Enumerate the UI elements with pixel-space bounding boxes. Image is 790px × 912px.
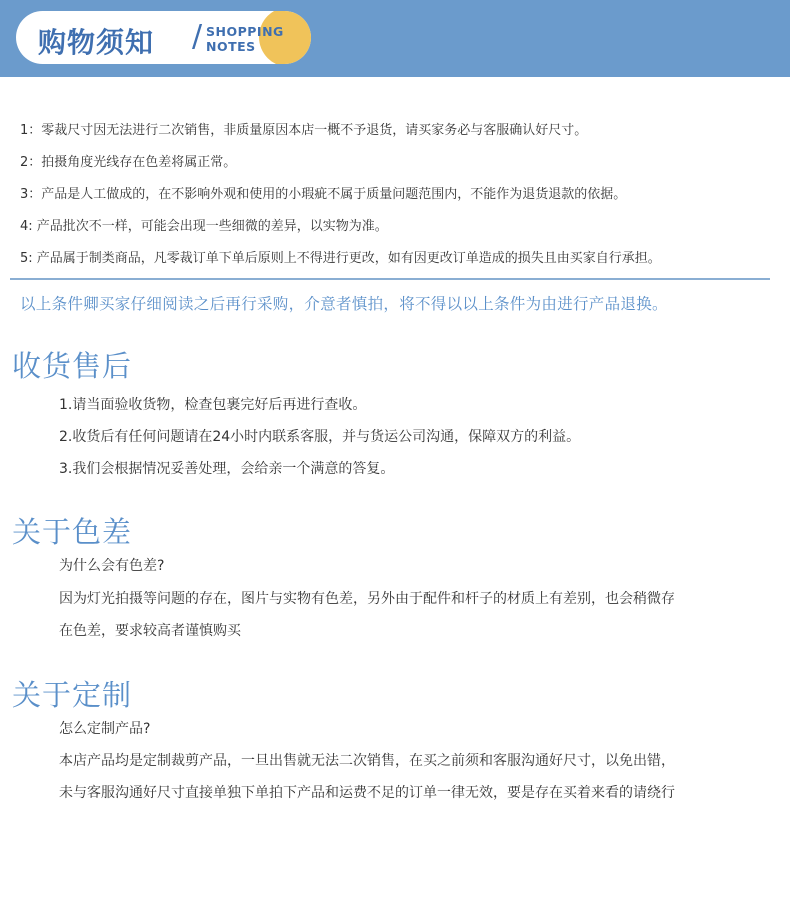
header-banner bbox=[0, 0, 790, 77]
after-sales-heading: 收货售后 bbox=[12, 349, 133, 383]
page-title: 购物须知 bbox=[38, 26, 155, 59]
custom-heading: 关于定制 bbox=[12, 678, 133, 712]
color-diff-answer-line1: 因为灯光拍摄等问题的存在，图片与实物有色差，另外由于配件和杆子的材质上有差别，也会稍微存 bbox=[59, 591, 675, 607]
note-item-1: 1：零裁尺寸因无法进行二次销售，非质量原因本店一概不予退货，请买家务必与客服确认好尺寸。 bbox=[20, 123, 588, 138]
custom-question: 怎么定制产品? bbox=[59, 721, 151, 737]
color-diff-question: 为什么会有色差? bbox=[59, 558, 165, 574]
warning-text: 以上条件卿买家仔细阅读之后再行采购，介意者慎拍，将不得以以上条件为由进行产品退换。 bbox=[20, 295, 668, 313]
title-english bbox=[206, 24, 284, 54]
note-item-2: 2：拍摄角度光线存在色差将属正常。 bbox=[20, 155, 237, 170]
note-item-5: 5: 产品属于制类商品，凡零裁订单下单后原则上不得进行更改，如有因更改订单造成的损失且由买家自行承担。 bbox=[20, 251, 661, 266]
color-diff-heading: 关于色差 bbox=[12, 515, 133, 549]
after-sales-item-2: 2.收货后有任何问题请在24小时内联系客服，并与货运公司沟通，保障双方的利益。 bbox=[59, 429, 581, 445]
after-sales-item-1: 1.请当面验收货物，检查包裹完好后再进行查收。 bbox=[59, 397, 367, 413]
color-diff-answer-line2: 在色差，要求较高者谨慎购买 bbox=[59, 623, 241, 639]
note-item-4: 4: 产品批次不一样，可能会出现一些细微的差异，以实物为准。 bbox=[20, 219, 388, 234]
section-divider bbox=[10, 278, 770, 280]
note-item-3: 3：产品是人工做成的，在不影响外观和使用的小瑕疵不属于质量问题范围内，不能作为退货退款的依据。 bbox=[20, 187, 627, 202]
custom-answer-line2: 未与客服沟通好尺寸直接单独下单拍下产品和运费不足的订单一律无效，要是存在买着来看的请绕行 bbox=[59, 785, 675, 801]
title-slash: / bbox=[192, 19, 203, 54]
after-sales-item-3: 3.我们会根据情况妥善处理，会给亲一个满意的答复。 bbox=[59, 461, 395, 477]
title-english-line2: NOTES bbox=[206, 39, 256, 54]
title-pill bbox=[16, 11, 311, 64]
title-english-line1: SHOPPING bbox=[206, 24, 284, 39]
custom-answer-line1: 本店产品均是定制裁剪产品，一旦出售就无法二次销售，在买之前须和客服沟通好尺寸，以免出错， bbox=[59, 753, 675, 769]
